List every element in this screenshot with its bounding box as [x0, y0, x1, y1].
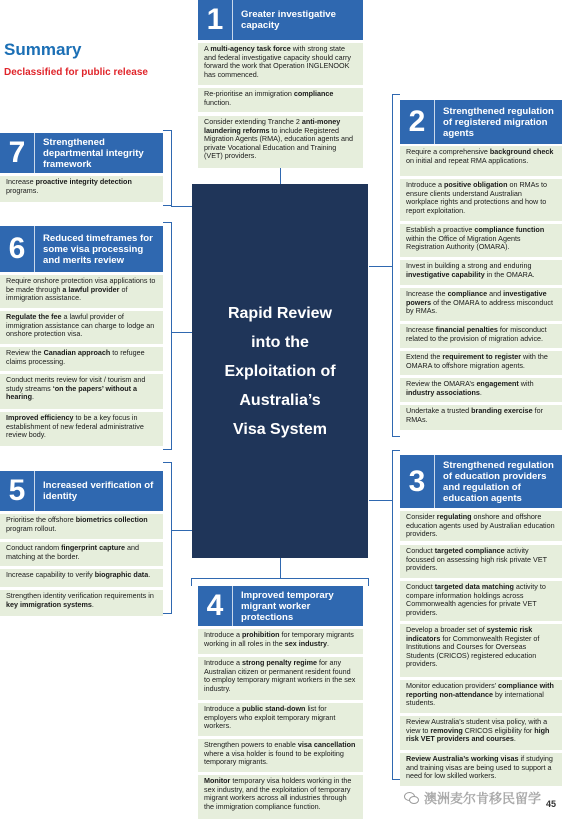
connector-line	[191, 578, 192, 586]
list-item: Re-prioritise an immigration compliance function.	[198, 88, 363, 112]
group-number: 6	[0, 226, 35, 272]
list-item: Extend the requirement to register with the OMARA to offshore migration agents.	[400, 351, 562, 375]
list-item: A multi-agency task force with strong state and federal investigative capacity should carry forward the work that Operation INGLENOOK has commenced.	[198, 43, 363, 85]
connector-line	[163, 222, 172, 223]
connector-line	[171, 530, 192, 531]
group-number: 4	[198, 586, 233, 626]
group-title: Improved temporary migrant worker protections	[241, 589, 334, 623]
connector-line	[392, 779, 400, 780]
connector-line	[191, 578, 369, 579]
connector-line	[171, 130, 172, 206]
group-number: 5	[0, 471, 35, 511]
list-item: Monitor temporary visa holders working in the sex industry, and the exploitation of temporary migrant workers across all industries through the immigration compliance function.	[198, 775, 363, 819]
group-header	[0, 471, 163, 511]
list-item: Prioritise the offshore biometrics collection program rollout.	[0, 514, 163, 539]
list-item: Conduct targeted compliance activity focussed on assessing high risk private VET providers.	[400, 545, 562, 578]
connector-line	[392, 450, 400, 451]
list-item: Establish a proactive compliance function within the Office of Migration Agents Registration Authority (OMARA).	[400, 224, 562, 257]
group-title: Strengthened regulation of registered migration agents	[443, 105, 554, 139]
list-item: Conduct merits review for visit / tourism and study streams ‘on the papers’ without a hearing.	[0, 374, 163, 409]
group-header	[0, 133, 163, 173]
group-number: 2	[400, 100, 435, 144]
connector-line	[163, 449, 172, 450]
list-item: Undertake a trusted branding exercise for RMAs.	[400, 405, 562, 430]
list-item: Improved efficiency to be a key focus in establishment of new federal administrative review body.	[0, 412, 163, 446]
group-title: Greater investigative capacity	[241, 9, 336, 31]
list-item: Develop a broader set of systemic risk indicators for Commonwealth Register of Institutions and Courses for Overseas Students (CRICOS) registered education providers.	[400, 624, 562, 677]
list-item: Review the Canadian approach to refugee claims processing.	[0, 347, 163, 371]
connector-line	[280, 558, 281, 578]
list-item: Conduct targeted data matching activity to compare information holdings across Commonwealth agencies for private VET providers.	[400, 581, 562, 621]
connector-line	[392, 94, 400, 95]
list-item: Invest in building a strong and enduring investigative capability in the OMARA.	[400, 260, 562, 285]
group-header	[400, 455, 562, 508]
group-header	[198, 586, 363, 626]
connector-line	[392, 436, 400, 437]
list-item: Strengthen powers to enable visa cancellation where a visa holder is found to be exploiting temporary migrants.	[198, 739, 363, 772]
connector-line	[369, 266, 393, 267]
connector-line	[171, 332, 192, 333]
list-item: Introduce a prohibition for temporary migrants working in all roles in the sex industry.	[198, 629, 363, 654]
page-number: 45	[546, 799, 557, 809]
group-title: Strengthened regulation of education providers and regulation of education agents	[443, 459, 554, 504]
list-item: Review the OMARA’s engagement with industry associations.	[400, 378, 562, 402]
group-title: Increased verification of identity	[43, 480, 154, 502]
group-header	[198, 0, 363, 40]
connector-line	[171, 462, 172, 614]
list-item: Increase financial penalties for misconduct related to the provision of migration advice.	[400, 324, 562, 348]
connector-line	[163, 613, 172, 614]
group-header	[0, 226, 163, 272]
group-title: Strengthened departmental integrity framework	[43, 136, 144, 170]
connector-line	[280, 168, 281, 184]
list-item: Strengthen identity verification requirements in key immigration systems.	[0, 590, 163, 616]
watermark	[404, 788, 541, 807]
connector-line	[369, 500, 393, 501]
wechat-icon	[404, 792, 420, 804]
list-item: Consider regulating onshore and offshore education agents used by Australian education providers.	[400, 511, 562, 541]
center-title-box	[192, 184, 368, 558]
group-number: 7	[0, 133, 35, 173]
list-item: Increase capability to verify biographic data.	[0, 569, 163, 587]
list-item: Review Australia’s working visas if studying and training visas are being used to support a need for low skilled workers.	[400, 753, 562, 786]
list-item: Require a comprehensive background check on initial and repeat RMA applications.	[400, 146, 562, 176]
connector-line	[163, 130, 172, 131]
list-item: Consider extending Tranche 2 anti-money laundering reforms to include Registered Migration Agents (RMA), education agents and private Vocational Education and Training (VET) providers.	[198, 116, 363, 168]
group-header	[400, 100, 562, 144]
list-item: Introduce a public stand-down list for employers who exploit temporary migrant workers.	[198, 703, 363, 736]
summary-subtitle: Declassified for public release	[4, 67, 148, 78]
list-item: Increase proactive integrity detection programs.	[0, 176, 163, 202]
connector-line	[171, 206, 192, 207]
list-item: Review Australia’s student visa policy, with a view to removing CRICOS eligibility for high risk VET providers and courses.	[400, 716, 562, 750]
group-number: 1	[198, 0, 233, 40]
watermark-text: 澳洲麦尔肯移民留学	[424, 791, 542, 806]
center-title: Rapid Review into the Exploitation of Australia’s Visa System	[224, 304, 336, 438]
group-number: 3	[400, 455, 435, 508]
list-item: Introduce a positive obligation on RMAs to ensure clients understand Australian workplace rights and protections and how to report exploitation.	[400, 179, 562, 221]
connector-line	[368, 578, 369, 586]
list-item: Introduce a strong penalty regime for any Australian citizen or permanent resident found to employ temporary migrant workers in the sex industry.	[198, 657, 363, 700]
list-item: Increase the compliance and investigative powers of the OMARA to address misconduct by RMAs.	[400, 288, 562, 321]
connector-line	[163, 462, 172, 463]
summary-title: Summary	[4, 40, 82, 59]
list-item: Monitor education providers’ compliance with reporting non-attendance by international students.	[400, 680, 562, 713]
list-item: Require onshore protection visa applications to be made through a lawful provider of immigration assistance.	[0, 275, 163, 308]
list-item: Regulate the fee a lawful provider of immigration assistance can charge to lodge an onshore protection visa.	[0, 311, 163, 344]
list-item: Conduct random fingerprint capture and matching at the border.	[0, 542, 163, 566]
group-title: Reduced timeframes for some visa processing and merits review	[43, 232, 153, 266]
connector-line	[171, 222, 172, 450]
